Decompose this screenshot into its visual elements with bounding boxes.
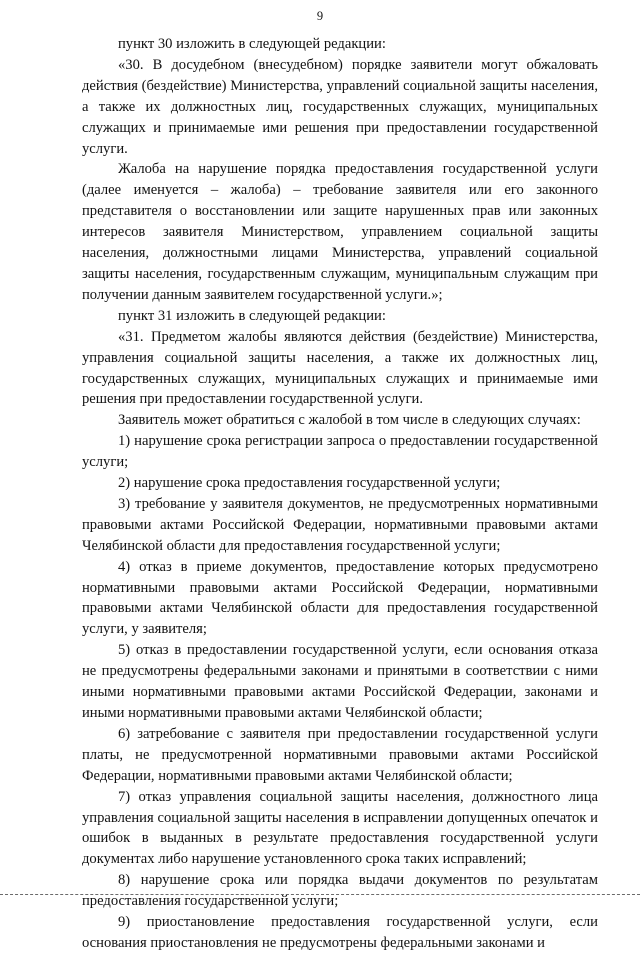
list-item-case-7: 7) отказ управления социальной защиты населения, должностного лица управления социальной защиты населения в исправлении допущенных опечаток и ошибок в выданных в результате предоставления государственной услуги документах либо нарушение установленного срока таких исправлений;	[82, 788, 598, 868]
page-number: 9	[316, 9, 324, 23]
document-body	[82, 34, 598, 954]
list-item-case-6: 6) затребование с заявителя при предоставлении государственной услуги платы, не предусмотренной нормативными правовыми актами Российской Федерации, нормативными правовыми актами Челябинской области;	[82, 725, 598, 784]
paragraph-complaint-definition: Жалоба на нарушение порядка предоставления государственной услуги (далее именуется – жалоба) – требование заявителя или его законного представителя о восстановлении или защите нарушенных прав или законных интересов заявителя Министерством, управлением социальной защиты населения, должностными лицами Министерства, управлений социальной защиты населения, государственным служащим, муниципальным служащим при получении данным заявителем государственной услуги.»;	[82, 161, 598, 303]
paragraph-item-31-text: «31. Предметом жалобы являются действия (бездействие) Министерства, управления социальной защиты населения, а также их должностных лиц, государственных служащих, муниципальных служащих и принимаемые ими решения при предоставлении государственной услуги.	[82, 328, 598, 408]
list-item-case-1: 1) нарушение срока регистрации запроса о предоставлении государственной услуги;	[82, 433, 598, 471]
list-item-case-4: 4) отказ в приеме документов, предоставление которых предусмотрено нормативными правовыми актами Российской Федерации, нормативными правовыми актами Челябинской области для предоставления государственной услуги, у заявителя;	[82, 558, 598, 638]
list-item-case-5: 5) отказ в предоставлении государственной услуги, если основания отказа не предусмотрены федеральными законами и принятыми в соответствии с ними иными нормативными правовыми актами Российской Федерации, законами и иными нормативными правовыми актами Челябинской области;	[82, 642, 598, 721]
paragraph-item-31-intro: пункт 31 изложить в следующей редакции:	[118, 307, 386, 324]
bottom-divider	[0, 894, 640, 895]
list-item-case-8: 8) нарушение срока или порядка выдачи документов по результатам предоставления государственной услуги;	[82, 872, 598, 910]
list-item-case-3: 3) требование у заявителя документов, не предусмотренных нормативными правовыми актами Российской Федерации, нормативными правовыми актами Челябинской области для предоставления государственной услуги;	[82, 495, 598, 554]
list-item-case-2: 2) нарушение срока предоставления государственной услуги;	[118, 475, 501, 492]
paragraph-item-30-intro: пункт 30 изложить в следующей редакции:	[118, 36, 386, 52]
list-item-case-9: 9) приостановление предоставления государственной услуги, если основания приостановления не предусмотрены федеральными законами и	[82, 914, 598, 951]
paragraph-item-30-text: «30. В досудебном (внесудебном) порядке заявители могут обжаловать действия (бездействие) Министерства, управлений социальной защиты населения, а также их должностных лиц, государственных служащих, муниципальных служащих и принимаемые ими решения при предоставлении государственной услуги.	[82, 56, 598, 157]
paragraph-cases-intro: Заявитель может обратиться с жалобой в том числе в следующих случаях:	[118, 412, 581, 429]
